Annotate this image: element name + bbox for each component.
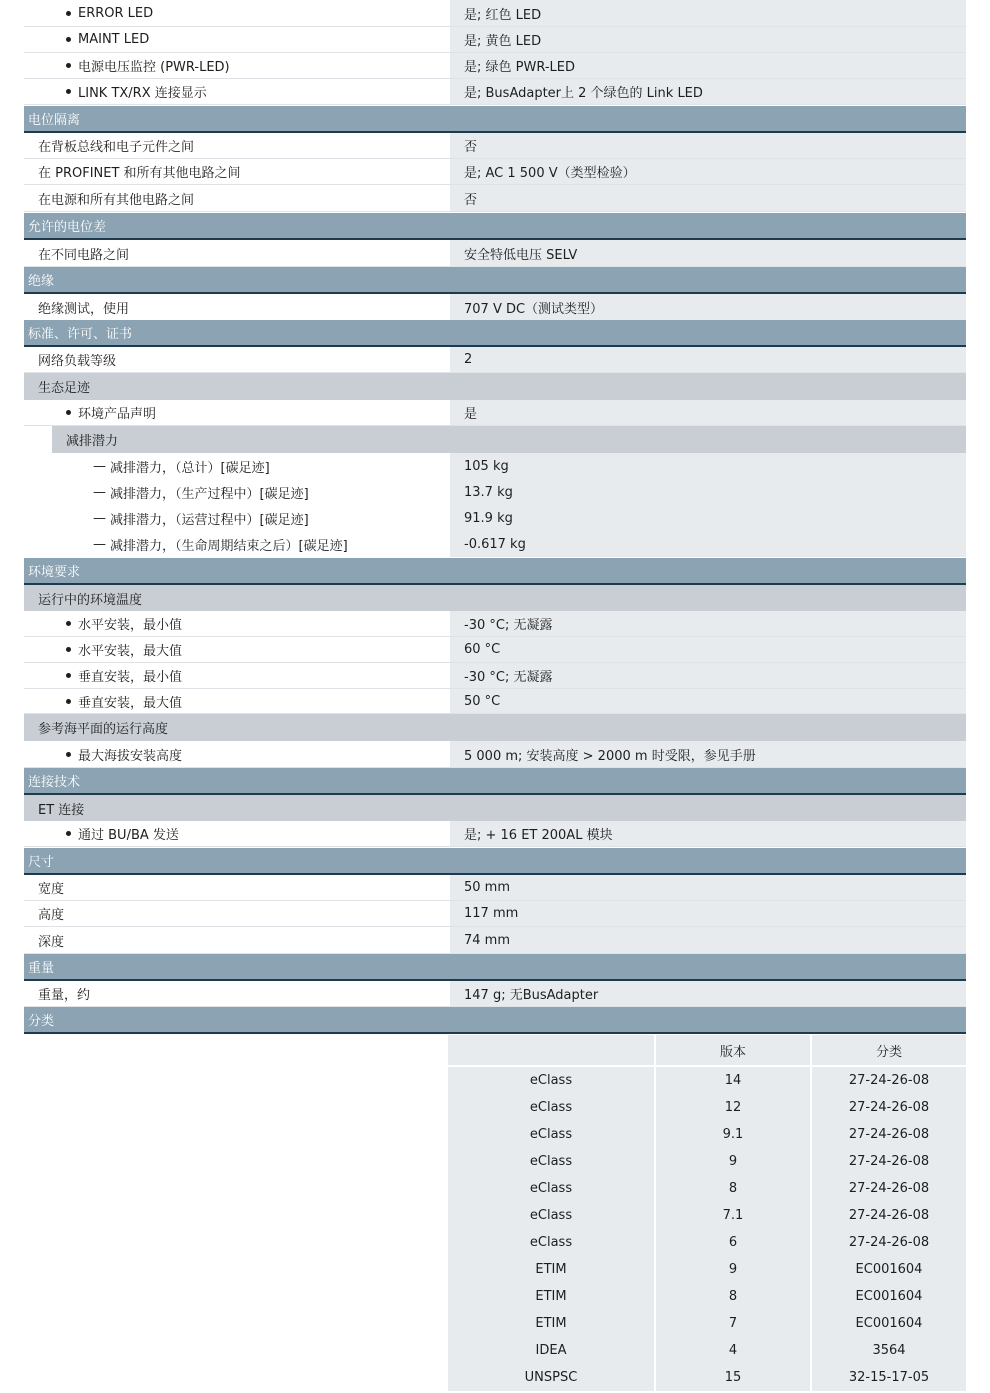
spec-value: 91.9 kg bbox=[448, 505, 966, 531]
label-text: 水平安装，最小值 bbox=[78, 618, 183, 633]
classification-row bbox=[448, 1094, 966, 1121]
subsection-title bbox=[24, 373, 448, 400]
classification-row bbox=[448, 1067, 966, 1094]
spec-value: 50 mm bbox=[448, 875, 966, 900]
spec-row bbox=[24, 875, 966, 901]
spec-row bbox=[24, 611, 966, 637]
dash-marker: — bbox=[93, 536, 106, 552]
classification-system: IDEA bbox=[448, 1337, 654, 1364]
classification-code: EC001604 bbox=[810, 1310, 966, 1337]
bullet-icon bbox=[66, 831, 71, 836]
classification-row bbox=[448, 1337, 966, 1364]
spec-value: 74 mm bbox=[448, 927, 966, 953]
bullet-icon bbox=[66, 699, 71, 704]
spec-value: 否 bbox=[448, 185, 966, 211]
classification-code: 27-24-26-08 bbox=[810, 1067, 966, 1094]
label-text: 减排潜力，（总计）[碳足迹] bbox=[110, 460, 270, 476]
classification-system: ETIM bbox=[448, 1283, 654, 1310]
section-title bbox=[24, 213, 448, 238]
bullet-icon bbox=[66, 89, 71, 94]
spec-value: -30 °C; 无凝露 bbox=[448, 663, 966, 688]
label-text: 重量 bbox=[28, 961, 55, 976]
classification-system: eClass bbox=[448, 1121, 654, 1148]
spec-value: 147 g; 无BusAdapter bbox=[448, 981, 966, 1006]
section-title bbox=[24, 320, 448, 345]
classification-row bbox=[448, 1175, 966, 1202]
section-title bbox=[24, 848, 448, 873]
classification-code: 27-24-26-08 bbox=[810, 1148, 966, 1175]
spec-row bbox=[24, 531, 966, 557]
label-text: 标准、许可、证书 bbox=[28, 327, 133, 342]
spec-row bbox=[24, 821, 966, 847]
classification-version: 9 bbox=[654, 1256, 810, 1283]
spec-value: 安全特低电压 SELV bbox=[448, 240, 966, 266]
spec-row bbox=[24, 400, 966, 426]
bullet-icon bbox=[66, 752, 71, 757]
subsection-header bbox=[24, 714, 966, 741]
label-text: 高度 bbox=[38, 908, 65, 923]
label-text: 环境产品声明 bbox=[78, 407, 157, 422]
label-text: ET 连接 bbox=[38, 802, 85, 818]
label-text: 在 PROFINET 和所有其他电路之间 bbox=[38, 166, 241, 181]
section-header bbox=[24, 320, 966, 347]
label-text: 减排潜力 bbox=[66, 434, 119, 449]
classification-row bbox=[448, 1229, 966, 1256]
classification-code: 27-24-26-08 bbox=[810, 1202, 966, 1229]
spec-value: 2 bbox=[448, 347, 966, 372]
bullet-icon bbox=[66, 673, 71, 678]
spec-row bbox=[24, 453, 966, 479]
subsection-header bbox=[24, 373, 966, 400]
spec-value: 是; 绿色 PWR-LED bbox=[448, 53, 966, 78]
label-text: 通过 BU/BA 发送 bbox=[78, 828, 179, 843]
spec-row bbox=[24, 901, 966, 927]
section-header bbox=[24, 848, 966, 875]
label-text: 绝缘 bbox=[28, 274, 55, 289]
spec-row bbox=[24, 981, 966, 1007]
classification-version: 6 bbox=[654, 1229, 810, 1256]
section-title bbox=[24, 1007, 448, 1032]
spec-row bbox=[24, 0, 966, 27]
spec-value: 707 V DC（测试类型） bbox=[448, 294, 966, 320]
label-text: 分类 bbox=[28, 1014, 55, 1029]
classification-row bbox=[448, 1283, 966, 1310]
spec-label bbox=[24, 741, 448, 767]
label-text: 生态足迹 bbox=[38, 381, 91, 396]
classification-header-version: 版本 bbox=[654, 1035, 810, 1067]
classification-version: 15 bbox=[654, 1364, 810, 1391]
spec-value: 60 °C bbox=[448, 637, 966, 662]
classification-system: eClass bbox=[448, 1175, 654, 1202]
spec-value: -30 °C; 无凝露 bbox=[448, 611, 966, 636]
section-title bbox=[24, 558, 448, 583]
spec-value: 否 bbox=[448, 133, 966, 158]
spec-value: 是; + 16 ET 200AL 模块 bbox=[448, 821, 966, 846]
label-text: 减排潜力，（运营过程中）[碳足迹] bbox=[110, 512, 309, 528]
spec-row bbox=[24, 347, 966, 373]
spec-label bbox=[24, 185, 448, 211]
spec-label bbox=[24, 453, 448, 479]
label-text: 允许的电位差 bbox=[28, 220, 107, 235]
label-text: 电位隔离 bbox=[28, 113, 81, 128]
spec-value: 是; BusAdapter上 2 个绿色的 Link LED bbox=[448, 79, 966, 104]
spec-label bbox=[24, 400, 448, 425]
subsection-title bbox=[24, 426, 448, 453]
classification-row bbox=[448, 1256, 966, 1283]
label-text: 重量，约 bbox=[38, 988, 91, 1003]
label-text: 减排潜力，（生命周期结束之后）[碳足迹] bbox=[110, 538, 348, 554]
spec-value: 50 °C bbox=[448, 689, 966, 713]
label-text: 宽度 bbox=[38, 882, 65, 897]
spec-row bbox=[24, 479, 966, 505]
dash-marker: — bbox=[93, 484, 106, 500]
spec-label bbox=[24, 294, 448, 320]
label-text: MAINT LED bbox=[78, 32, 150, 47]
spec-row bbox=[24, 53, 966, 79]
spec-label bbox=[24, 479, 448, 505]
spec-label bbox=[24, 240, 448, 266]
subsection-header bbox=[24, 585, 966, 611]
subsection-title bbox=[24, 585, 448, 611]
classification-system: UNSPSC bbox=[448, 1364, 654, 1391]
section-header bbox=[24, 558, 966, 585]
spec-label bbox=[24, 663, 448, 688]
section-header bbox=[24, 1007, 966, 1034]
classification-version: 12 bbox=[654, 1094, 810, 1121]
classification-code: 32-15-17-05 bbox=[810, 1364, 966, 1391]
spec-value: 是; AC 1 500 V（类型检验） bbox=[448, 159, 966, 184]
spec-label bbox=[24, 821, 448, 846]
classification-version: 7 bbox=[654, 1310, 810, 1337]
classification-code: 27-24-26-08 bbox=[810, 1229, 966, 1256]
classification-code: EC001604 bbox=[810, 1283, 966, 1310]
spec-label bbox=[24, 637, 448, 662]
spec-row bbox=[24, 133, 966, 159]
bullet-icon bbox=[66, 621, 71, 626]
label-text: 连接技术 bbox=[28, 775, 81, 790]
classification-version: 8 bbox=[654, 1175, 810, 1202]
classification-version: 7.1 bbox=[654, 1202, 810, 1229]
classification-version: 14 bbox=[654, 1067, 810, 1094]
spec-value: 是; 黄色 LED bbox=[448, 27, 966, 52]
classification-code: 27-24-26-08 bbox=[810, 1121, 966, 1148]
classification-system: eClass bbox=[448, 1202, 654, 1229]
spec-label bbox=[24, 875, 448, 900]
classification-header-system bbox=[448, 1035, 654, 1067]
bullet-icon bbox=[66, 11, 71, 16]
section-header bbox=[24, 267, 966, 294]
spec-value: 是 bbox=[448, 400, 966, 425]
classification-system: ETIM bbox=[448, 1310, 654, 1337]
spec-row bbox=[24, 505, 966, 531]
label-text: 网络负载等级 bbox=[38, 354, 117, 369]
classification-system: eClass bbox=[448, 1229, 654, 1256]
spec-value: -0.617 kg bbox=[448, 531, 966, 557]
label-text: 运行中的环境温度 bbox=[38, 592, 143, 608]
spec-label bbox=[24, 133, 448, 158]
label-text: 在不同电路之间 bbox=[38, 247, 130, 263]
spec-row bbox=[24, 741, 966, 768]
spec-label bbox=[24, 53, 448, 78]
classification-version: 9 bbox=[654, 1148, 810, 1175]
subsection-header bbox=[24, 795, 966, 821]
label-text: 绝缘测试，使用 bbox=[38, 301, 130, 317]
spec-label bbox=[24, 981, 448, 1006]
spec-value: 13.7 kg bbox=[448, 479, 966, 505]
section-title bbox=[24, 954, 448, 979]
spec-label bbox=[24, 347, 448, 372]
spec-label bbox=[24, 689, 448, 713]
spec-label bbox=[24, 611, 448, 636]
spec-row bbox=[24, 689, 966, 714]
label-text: 在电源和所有其他电路之间 bbox=[38, 192, 195, 208]
classification-row bbox=[448, 1202, 966, 1229]
spec-row bbox=[24, 294, 966, 321]
spec-row bbox=[24, 79, 966, 105]
subsection-title bbox=[24, 795, 448, 821]
classification-header-class: 分类 bbox=[810, 1035, 966, 1067]
spec-row bbox=[24, 27, 966, 53]
classification-system: eClass bbox=[448, 1148, 654, 1175]
section-header bbox=[24, 213, 966, 240]
classification-code: EC001604 bbox=[810, 1256, 966, 1283]
section-header bbox=[24, 106, 966, 133]
label-text: 在背板总线和电子元件之间 bbox=[38, 140, 195, 155]
classification-row bbox=[448, 1148, 966, 1175]
classification-system: ETIM bbox=[448, 1256, 654, 1283]
label-text: ERROR LED bbox=[78, 5, 154, 21]
label-text: 最大海拔安装高度 bbox=[78, 748, 183, 764]
classification-code: 3564 bbox=[810, 1337, 966, 1364]
dash-marker: — bbox=[93, 510, 106, 526]
label-text: 电源电压监控 (PWR-LED) bbox=[78, 60, 230, 75]
spec-row bbox=[24, 637, 966, 663]
spec-label bbox=[24, 927, 448, 953]
spec-row bbox=[24, 663, 966, 689]
classification-row bbox=[448, 1364, 966, 1391]
subsection-header bbox=[24, 426, 966, 453]
classification-header-row bbox=[448, 1035, 966, 1067]
classification-code: 27-24-26-08 bbox=[810, 1175, 966, 1202]
classification-table bbox=[448, 1035, 966, 1391]
spec-row bbox=[24, 927, 966, 954]
section-header bbox=[24, 768, 966, 795]
spec-value: 是; 红色 LED bbox=[448, 0, 966, 26]
section-title bbox=[24, 768, 448, 793]
classification-system: eClass bbox=[448, 1067, 654, 1094]
spec-value: 5 000 m; 安装高度 > 2000 m 时受限，参见手册 bbox=[448, 741, 966, 767]
spec-row bbox=[24, 159, 966, 185]
label-text: 垂直安装，最小值 bbox=[78, 670, 183, 685]
subsection-title bbox=[24, 714, 448, 741]
label-text: 参考海平面的运行高度 bbox=[38, 722, 169, 737]
spec-label bbox=[24, 0, 448, 26]
spec-label bbox=[24, 901, 448, 926]
classification-code: 27-24-26-08 bbox=[810, 1094, 966, 1121]
label-text: 环境要求 bbox=[28, 565, 81, 580]
bullet-icon bbox=[66, 63, 71, 68]
spec-row bbox=[24, 240, 966, 267]
section-header bbox=[24, 954, 966, 981]
classification-version: 4 bbox=[654, 1337, 810, 1364]
spec-row bbox=[24, 185, 966, 212]
label-text: 减排潜力，（生产过程中）[碳足迹] bbox=[110, 486, 309, 502]
classification-row bbox=[448, 1310, 966, 1337]
spec-label bbox=[24, 531, 448, 557]
label-text: 水平安装，最大值 bbox=[78, 644, 183, 659]
bullet-icon bbox=[66, 37, 71, 42]
classification-row bbox=[448, 1121, 966, 1148]
section-title bbox=[24, 106, 448, 131]
dash-marker: — bbox=[93, 458, 106, 474]
bullet-icon bbox=[66, 647, 71, 652]
label-text: 垂直安装，最大值 bbox=[78, 695, 183, 711]
label-text: LINK TX/RX 连接显示 bbox=[78, 86, 207, 101]
spec-label bbox=[24, 159, 448, 184]
spec-value: 117 mm bbox=[448, 901, 966, 926]
spec-label bbox=[24, 79, 448, 104]
label-text: 深度 bbox=[38, 934, 65, 950]
classification-system: eClass bbox=[448, 1094, 654, 1121]
label-text: 尺寸 bbox=[28, 855, 55, 870]
section-title bbox=[24, 267, 448, 292]
spec-label bbox=[24, 27, 448, 52]
spec-value: 105 kg bbox=[448, 453, 966, 479]
classification-version: 9.1 bbox=[654, 1121, 810, 1148]
classification-version: 8 bbox=[654, 1283, 810, 1310]
bullet-icon bbox=[66, 410, 71, 415]
spec-label bbox=[24, 505, 448, 531]
